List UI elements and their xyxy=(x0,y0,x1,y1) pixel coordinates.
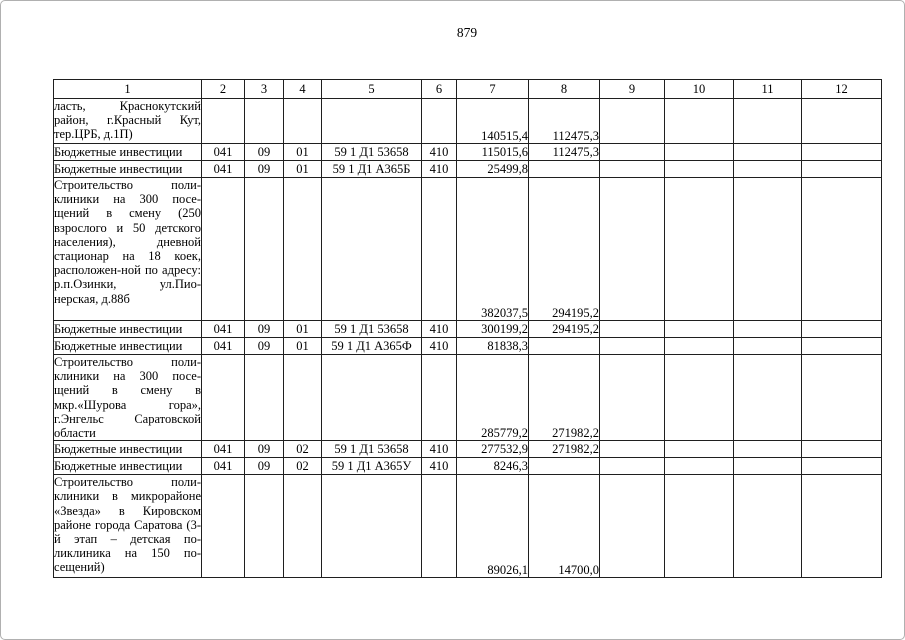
grbs-code-cell: 041 xyxy=(202,338,245,355)
header-col-1: 1 xyxy=(54,80,202,99)
target-article-cell: 59 1 Д1 А365Ф xyxy=(322,338,422,355)
subsection-code-cell: 02 xyxy=(284,441,322,458)
object-name-cell: Строительство поли-клиники в микрорайоне «Звезда» в Кировском районе города Саратова (3-й этап – детская по-ликлиника на 150 по-сещений) xyxy=(54,475,202,578)
table-row-budget-investment xyxy=(54,338,882,355)
grbs-code-cell: 041 xyxy=(202,458,245,475)
section-code-cell: 09 xyxy=(245,441,284,458)
object-name-cell: Строительство поли-клиники на 300 посе-щений в смену (250 взрослого и 50 детского населения), дневной стационар на 18 коек, расположен-ной по адресу: р.п.Озинки, ул.Пио-нерская, д.88б xyxy=(54,178,202,321)
header-col-9: 9 xyxy=(600,80,665,99)
table-row-continuation xyxy=(54,99,882,144)
header-col-6: 6 xyxy=(422,80,457,99)
amount-2024-cell: 112475,3 xyxy=(529,144,600,161)
section-code-cell: 09 xyxy=(245,458,284,475)
table-row-budget-investment xyxy=(54,144,882,161)
amount-2023-cell: 300199,2 xyxy=(457,321,529,338)
expense-kind-cell: 410 xyxy=(422,321,457,338)
expense-kind-cell: 410 xyxy=(422,161,457,178)
subsection-code-cell: 02 xyxy=(284,458,322,475)
expense-type-cell: Бюджетные инвестиции xyxy=(54,458,202,475)
subsection-code-cell: 01 xyxy=(284,338,322,355)
amount-2023-cell: 140515,4 xyxy=(457,99,529,144)
table-row-budget-investment xyxy=(54,321,882,338)
target-article-cell: 59 1 Д1 53658 xyxy=(322,321,422,338)
amount-2023-cell: 382037,5 xyxy=(457,178,529,321)
expense-type-cell: Бюджетные инвестиции xyxy=(54,338,202,355)
amount-2023-cell: 277532,9 xyxy=(457,441,529,458)
expense-kind-cell: 410 xyxy=(422,338,457,355)
header-col-11: 11 xyxy=(734,80,802,99)
target-article-cell: 59 1 Д1 53658 xyxy=(322,144,422,161)
target-article-cell: 59 1 Д1 53658 xyxy=(322,441,422,458)
header-col-8: 8 xyxy=(529,80,600,99)
expense-type-cell: Бюджетные инвестиции xyxy=(54,441,202,458)
amount-2023-cell: 89026,1 xyxy=(457,475,529,578)
amount-2023-cell: 25499,8 xyxy=(457,161,529,178)
expense-type-cell: Бюджетные инвестиции xyxy=(54,161,202,178)
amount-2023-cell: 285779,2 xyxy=(457,355,529,441)
amount-2024-cell: 112475,3 xyxy=(529,99,600,144)
object-name-cell: ласть, Краснокутский район, г.Красный Кут, тер.ЦРБ, д.1П) xyxy=(54,99,202,144)
header-col-2: 2 xyxy=(202,80,245,99)
grbs-code-cell: 041 xyxy=(202,144,245,161)
section-code-cell: 09 xyxy=(245,144,284,161)
section-code-cell: 09 xyxy=(245,321,284,338)
table-row-object-description xyxy=(54,355,882,441)
header-col-12: 12 xyxy=(802,80,882,99)
table-row-object-description xyxy=(54,178,882,321)
amount-2024-cell: 14700,0 xyxy=(529,475,600,578)
table-header-row xyxy=(54,80,882,99)
amount-2024-cell: 294195,2 xyxy=(529,178,600,321)
budget-table xyxy=(53,79,882,578)
grbs-code-cell: 041 xyxy=(202,161,245,178)
amount-2023-cell: 8246,3 xyxy=(457,458,529,475)
amount-2024-cell: 271982,2 xyxy=(529,441,600,458)
table-row-object-description xyxy=(54,475,882,578)
subsection-code-cell: 01 xyxy=(284,161,322,178)
expense-kind-cell: 410 xyxy=(422,458,457,475)
target-article-cell: 59 1 Д1 А365Б xyxy=(322,161,422,178)
subsection-code-cell: 01 xyxy=(284,144,322,161)
grbs-code-cell: 041 xyxy=(202,321,245,338)
table-row-budget-investment xyxy=(54,458,882,475)
grbs-code-cell: 041 xyxy=(202,441,245,458)
header-col-3: 3 xyxy=(245,80,284,99)
table-row-budget-investment xyxy=(54,441,882,458)
target-article-cell: 59 1 Д1 А365У xyxy=(322,458,422,475)
amount-2024-cell: 294195,2 xyxy=(529,321,600,338)
expense-type-cell: Бюджетные инвестиции xyxy=(54,321,202,338)
section-code-cell: 09 xyxy=(245,161,284,178)
amount-2023-cell: 81838,3 xyxy=(457,338,529,355)
expense-type-cell: Бюджетные инвестиции xyxy=(54,144,202,161)
page-number: 879 xyxy=(456,25,478,40)
amount-2024-cell: 271982,2 xyxy=(529,355,600,441)
object-name-cell: Строительство поли-клиники на 300 посе-щений в смену в мкр.«Шурова гора», г.Энгельс Саратовской области xyxy=(54,355,201,441)
header-col-4: 4 xyxy=(284,80,322,99)
header-col-7: 7 xyxy=(457,80,529,99)
expense-kind-cell: 410 xyxy=(422,441,457,458)
header-col-10: 10 xyxy=(665,80,734,99)
subsection-code-cell: 01 xyxy=(284,321,322,338)
section-code-cell: 09 xyxy=(245,338,284,355)
amount-2023-cell: 115015,6 xyxy=(457,144,529,161)
table-row-budget-investment xyxy=(54,161,882,178)
header-col-5: 5 xyxy=(322,80,422,99)
expense-kind-cell: 410 xyxy=(422,144,457,161)
